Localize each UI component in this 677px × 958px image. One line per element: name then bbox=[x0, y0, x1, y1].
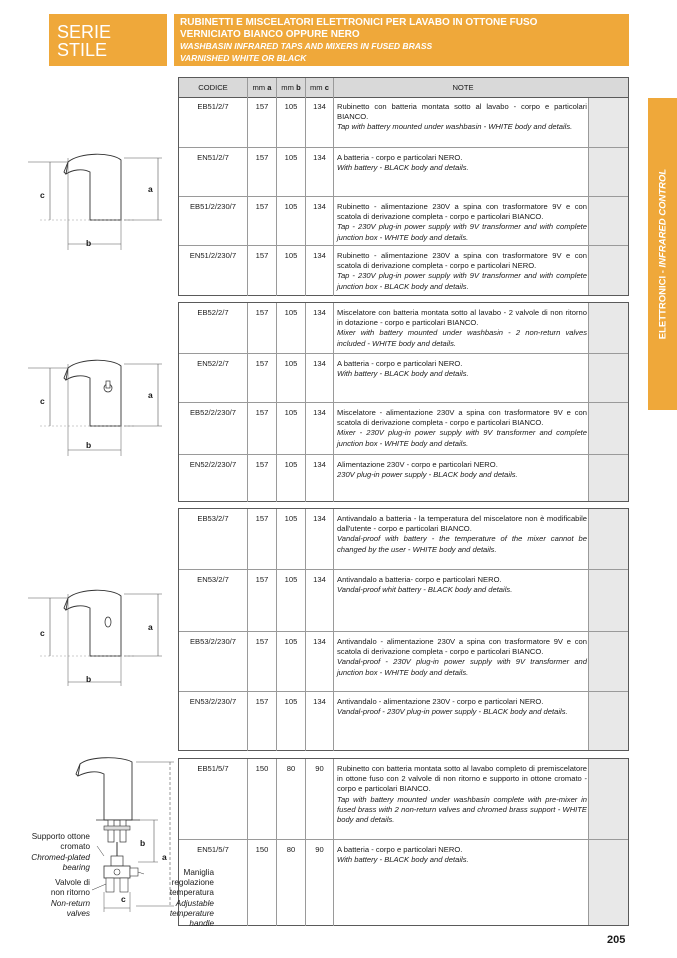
dim-label-a: a bbox=[148, 390, 153, 400]
dim-b: 105 bbox=[276, 509, 305, 569]
note-italian: Rubinetto - alimentazione 230V a spina con trasformatore 9V e con scatola di derivazione completa - corpo e particolari BIANCO. bbox=[337, 202, 587, 222]
header-mm-c-unit: mm bbox=[309, 83, 323, 92]
dim-a: 157 bbox=[247, 97, 276, 147]
mixer-drawing-icon bbox=[20, 356, 170, 456]
product-code: EB51/5/7 bbox=[197, 764, 229, 773]
note-italian: A batteria - corpo e particolari NERO. bbox=[337, 845, 463, 854]
dim-c: 90 bbox=[305, 759, 334, 839]
table-row bbox=[179, 631, 628, 692]
caption-valvole-en bbox=[14, 899, 90, 919]
product-code: EN52/2/230/7 bbox=[189, 460, 237, 469]
product-code: EB53/2/230/7 bbox=[189, 637, 237, 646]
side-tab-label bbox=[657, 169, 668, 339]
tap-diagram-1 bbox=[20, 150, 170, 250]
dim-label-c: c bbox=[40, 628, 45, 638]
product-code: EN51/5/7 bbox=[197, 845, 229, 854]
dim-b: 105 bbox=[276, 197, 305, 246]
dim-a: 150 bbox=[247, 759, 276, 839]
dim-c: 134 bbox=[305, 632, 334, 692]
product-note bbox=[337, 197, 589, 246]
note-italian: Antivandalo a batteria- corpo e particolari NERO. bbox=[337, 575, 502, 584]
dim-c: 134 bbox=[305, 97, 334, 147]
dim-b: 105 bbox=[276, 246, 305, 296]
dim-a: 157 bbox=[247, 570, 276, 632]
dim-label-a: a bbox=[148, 622, 153, 632]
title-italian-2: VERNICIATO BIANCO OPPURE NERO bbox=[180, 29, 360, 40]
vandal-proof-diagram bbox=[20, 586, 170, 686]
caption-valvole-en-1: Non-return bbox=[50, 899, 90, 908]
dim-b: 80 bbox=[276, 840, 305, 926]
table-row bbox=[179, 454, 628, 502]
note-english: With battery - BLACK body and details. bbox=[337, 163, 469, 173]
note-italian: Antivandalo a batteria - la temperatura del miscelatore non è modificabile dall'utente - corpo e particolari BIANCO. bbox=[337, 514, 587, 534]
table-row bbox=[179, 353, 628, 403]
caption-supporto-en-2: bearing bbox=[62, 863, 90, 872]
product-table-2 bbox=[178, 302, 629, 502]
caption-valvole-en-2: valves bbox=[66, 909, 90, 918]
section-side-tab bbox=[648, 98, 677, 410]
header-c: c bbox=[324, 83, 329, 92]
dim-b: 105 bbox=[276, 403, 305, 455]
note-english: Tap - 230V plug-in power supply with 9V transformer and with complete junction box - BLACK body and details. bbox=[337, 271, 587, 291]
caption-valvole-it-2: non ritorno bbox=[50, 888, 90, 897]
note-italian: A batteria - corpo e particolari NERO. bbox=[337, 153, 463, 162]
product-note bbox=[337, 354, 589, 403]
note-italian: Alimentazione 230V - corpo e particolari NERO. bbox=[337, 460, 498, 469]
series-label-line1: SERIE bbox=[57, 22, 112, 42]
note-italian: Rubinetto - alimentazione 230V a spina con trasformatore 9V e con scatola di derivazione completa - corpo e particolari NERO. bbox=[337, 251, 587, 271]
header-mm-c bbox=[305, 78, 334, 97]
dim-c: 134 bbox=[305, 403, 334, 455]
note-italian: Rubinetto con batteria montata sotto al lavabo - corpo e particolari BIANCO. bbox=[337, 102, 587, 122]
header-mm-b-unit: mm bbox=[281, 83, 294, 92]
note-english: Tap - 230V plug-in power supply with 9V transformer and with complete junction box - WHITE body and details. bbox=[337, 222, 587, 242]
side-tab-italian: ELETTRONICI - bbox=[657, 267, 668, 340]
note-english: Vandal-proof with battery - the temperature of the mixer cannot be changed by the user - WHITE body and details. bbox=[337, 534, 587, 554]
dim-label-c: c bbox=[121, 894, 126, 904]
dim-a: 157 bbox=[247, 403, 276, 455]
dim-a: 157 bbox=[247, 632, 276, 692]
table-header-row bbox=[179, 78, 628, 98]
caption-maniglia-en-2: temperature bbox=[169, 909, 214, 918]
page-number: 205 bbox=[607, 934, 626, 946]
dim-c: 134 bbox=[305, 246, 334, 296]
product-code: EB52/2/230/7 bbox=[189, 408, 237, 417]
dim-a: 157 bbox=[247, 354, 276, 403]
product-code: EN53/2/230/7 bbox=[189, 697, 237, 706]
dim-a: 157 bbox=[247, 455, 276, 502]
note-italian: Miscelatore con batteria montata sotto al lavabo - 2 valvole di non ritorno in dotazione - corpo e particolari BIANCO. bbox=[337, 308, 587, 328]
header-mm-b bbox=[276, 78, 305, 97]
product-note bbox=[337, 632, 589, 692]
caption-maniglia-it-3: temperatura bbox=[169, 888, 214, 897]
product-note bbox=[337, 570, 589, 632]
note-italian: Antivandalo - alimentazione 230V - corpo e particolari NERO. bbox=[337, 697, 544, 706]
dim-c: 134 bbox=[305, 197, 334, 246]
title-english-1: WASHBASIN INFRARED TAPS AND MIXERS IN FUSED BRASS bbox=[180, 41, 433, 51]
product-table-3 bbox=[178, 508, 629, 751]
table-row bbox=[179, 97, 628, 147]
product-table-1 bbox=[178, 77, 629, 296]
table-row bbox=[179, 759, 628, 839]
caption-maniglia-en bbox=[150, 899, 214, 929]
dim-b: 105 bbox=[276, 97, 305, 147]
table-row bbox=[179, 245, 628, 296]
product-code: EB52/2/7 bbox=[197, 308, 229, 317]
dim-label-a: a bbox=[148, 184, 153, 194]
dim-label-c: c bbox=[40, 190, 45, 200]
table-row bbox=[179, 509, 628, 569]
note-english: 230V plug-in power supply - BLACK body and details. bbox=[337, 470, 518, 480]
product-note bbox=[337, 759, 589, 839]
dim-a: 157 bbox=[247, 692, 276, 751]
header-note: NOTE bbox=[452, 83, 474, 92]
dim-c: 90 bbox=[305, 840, 334, 926]
product-note bbox=[337, 97, 589, 147]
page-title-box bbox=[174, 14, 629, 66]
note-english: Tap with battery mounted under washbasin complete with pre-mixer in fused brass with 2 non-return valves and chromed brass support - WHITE body and details. bbox=[337, 794, 587, 825]
note-english: With battery - BLACK body and details. bbox=[337, 369, 469, 379]
caption-maniglia-it bbox=[150, 868, 214, 898]
header-mm-a-unit: mm bbox=[252, 83, 266, 92]
note-italian: Antivandalo - alimentazione 230V a spina con trasformatore 9V e con scatola di derivazione completa - corpo e particolari BIANCO. bbox=[337, 637, 587, 657]
note-english: Vandal-proof - 230V plug-in power supply with 9V transformer and junction box - WHITE body and details. bbox=[337, 657, 587, 677]
header-mm-a bbox=[247, 78, 276, 97]
dim-b: 105 bbox=[276, 455, 305, 502]
header-codice: CODICE bbox=[198, 83, 228, 92]
header-a: a bbox=[267, 83, 272, 92]
product-note bbox=[337, 148, 589, 197]
dim-c: 134 bbox=[305, 303, 334, 353]
product-note bbox=[337, 509, 589, 569]
note-english: With battery - BLACK body and details. bbox=[337, 855, 469, 865]
dim-a: 157 bbox=[247, 197, 276, 246]
product-code: EN51/2/230/7 bbox=[189, 251, 237, 260]
table-row bbox=[179, 691, 628, 751]
caption-valvole-it bbox=[14, 878, 90, 898]
dim-b: 105 bbox=[276, 303, 305, 353]
product-code: EB51/2/230/7 bbox=[189, 202, 237, 211]
product-code: EN52/2/7 bbox=[197, 359, 229, 368]
product-table-4 bbox=[175, 758, 629, 926]
dim-label-b: b bbox=[86, 440, 92, 450]
dim-label-b: b bbox=[86, 674, 92, 684]
caption-supporto-en-1: Chromed-plated bbox=[31, 853, 90, 862]
caption-supporto-it-2: cromato bbox=[60, 842, 90, 851]
series-label-line2: STILE bbox=[57, 40, 108, 60]
table-row bbox=[179, 147, 628, 197]
dim-c: 134 bbox=[305, 148, 334, 197]
note-english: Vandal-proof - 230V plug-in power supply - BLACK body and details. bbox=[337, 707, 568, 717]
product-note bbox=[337, 840, 589, 926]
dim-c: 134 bbox=[305, 455, 334, 502]
dim-c: 134 bbox=[305, 570, 334, 632]
table-row bbox=[179, 402, 628, 455]
tap-drawing-icon bbox=[20, 150, 170, 250]
note-italian: Miscelatore - alimentazione 230V a spina con trasformatore 9V e con scatola di derivazione completa - corpo e particolari BIANCO. bbox=[337, 408, 587, 428]
caption-valvole-it-1: Valvole di bbox=[55, 878, 90, 887]
mixer-diagram bbox=[20, 356, 170, 456]
dim-a: 157 bbox=[247, 303, 276, 353]
caption-maniglia-en-1: Adjustable bbox=[175, 899, 214, 908]
dim-label-b: b bbox=[140, 838, 146, 848]
dim-b: 105 bbox=[276, 692, 305, 751]
note-english: Mixer with battery mounted under washbasin - 2 non-return valves included - WHITE body and details. bbox=[337, 328, 587, 348]
caption-maniglia-it-2: regolazione bbox=[171, 878, 214, 887]
note-italian: A batteria - corpo e particolari NERO. bbox=[337, 359, 463, 368]
dim-a: 157 bbox=[247, 509, 276, 569]
note-italian: Rubinetto con batteria montata sotto al lavabo completo di premiscelatore in ottone fuso con 2 valvole di non ritorno e supporto in ottone cromato - corpo e particolari BIANCO. bbox=[337, 764, 587, 794]
side-tab-english: INFRARED CONTROL bbox=[657, 168, 668, 268]
dim-label-c: c bbox=[40, 396, 45, 406]
dim-a: 157 bbox=[247, 246, 276, 296]
note-english: Vandal-proof whit battery - BLACK body and details. bbox=[337, 585, 513, 595]
table-row bbox=[179, 196, 628, 246]
caption-maniglia-en-3: handle bbox=[189, 919, 214, 928]
caption-supporto-it-1: Supporto ottone bbox=[31, 832, 90, 841]
table-row bbox=[179, 839, 628, 926]
note-english: Mixer - 230V plug-in power supply with 9V transformer and complete junction box - WHITE body and details. bbox=[337, 428, 587, 448]
dim-c: 134 bbox=[305, 509, 334, 569]
caption-supporto-it bbox=[14, 832, 90, 852]
product-code: EN53/2/7 bbox=[197, 575, 229, 584]
series-badge bbox=[49, 14, 167, 66]
dim-c: 134 bbox=[305, 692, 334, 751]
dim-b: 105 bbox=[276, 148, 305, 197]
dim-b: 105 bbox=[276, 354, 305, 403]
dim-a: 157 bbox=[247, 148, 276, 197]
dim-c: 134 bbox=[305, 354, 334, 403]
product-note bbox=[337, 246, 589, 296]
caption-supporto-en bbox=[14, 853, 90, 873]
table-row bbox=[179, 569, 628, 632]
title-italian-1: RUBINETTI E MISCELATORI ELETTRONICI PER LAVABO IN OTTONE FUSO bbox=[180, 17, 538, 28]
product-note bbox=[337, 403, 589, 455]
product-note bbox=[337, 303, 589, 353]
caption-maniglia-it-1: Maniglia bbox=[183, 868, 214, 877]
dim-label-b: b bbox=[86, 238, 92, 248]
dim-b: 80 bbox=[276, 759, 305, 839]
dim-b: 105 bbox=[276, 632, 305, 692]
note-english: Tap with battery mounted under washbasin - WHITE body and details. bbox=[337, 122, 573, 132]
header-b: b bbox=[296, 83, 301, 92]
product-code: EB51/2/7 bbox=[197, 102, 229, 111]
dim-label-a: a bbox=[162, 852, 167, 862]
title-english-2: VARNISHED WHITE OR BLACK bbox=[180, 53, 307, 63]
table-row bbox=[179, 303, 628, 353]
product-code: EB53/2/7 bbox=[197, 514, 229, 523]
dim-b: 105 bbox=[276, 570, 305, 632]
product-code: EN51/2/7 bbox=[197, 153, 229, 162]
product-note bbox=[337, 455, 589, 502]
product-note bbox=[337, 692, 589, 751]
dim-a: 150 bbox=[247, 840, 276, 926]
